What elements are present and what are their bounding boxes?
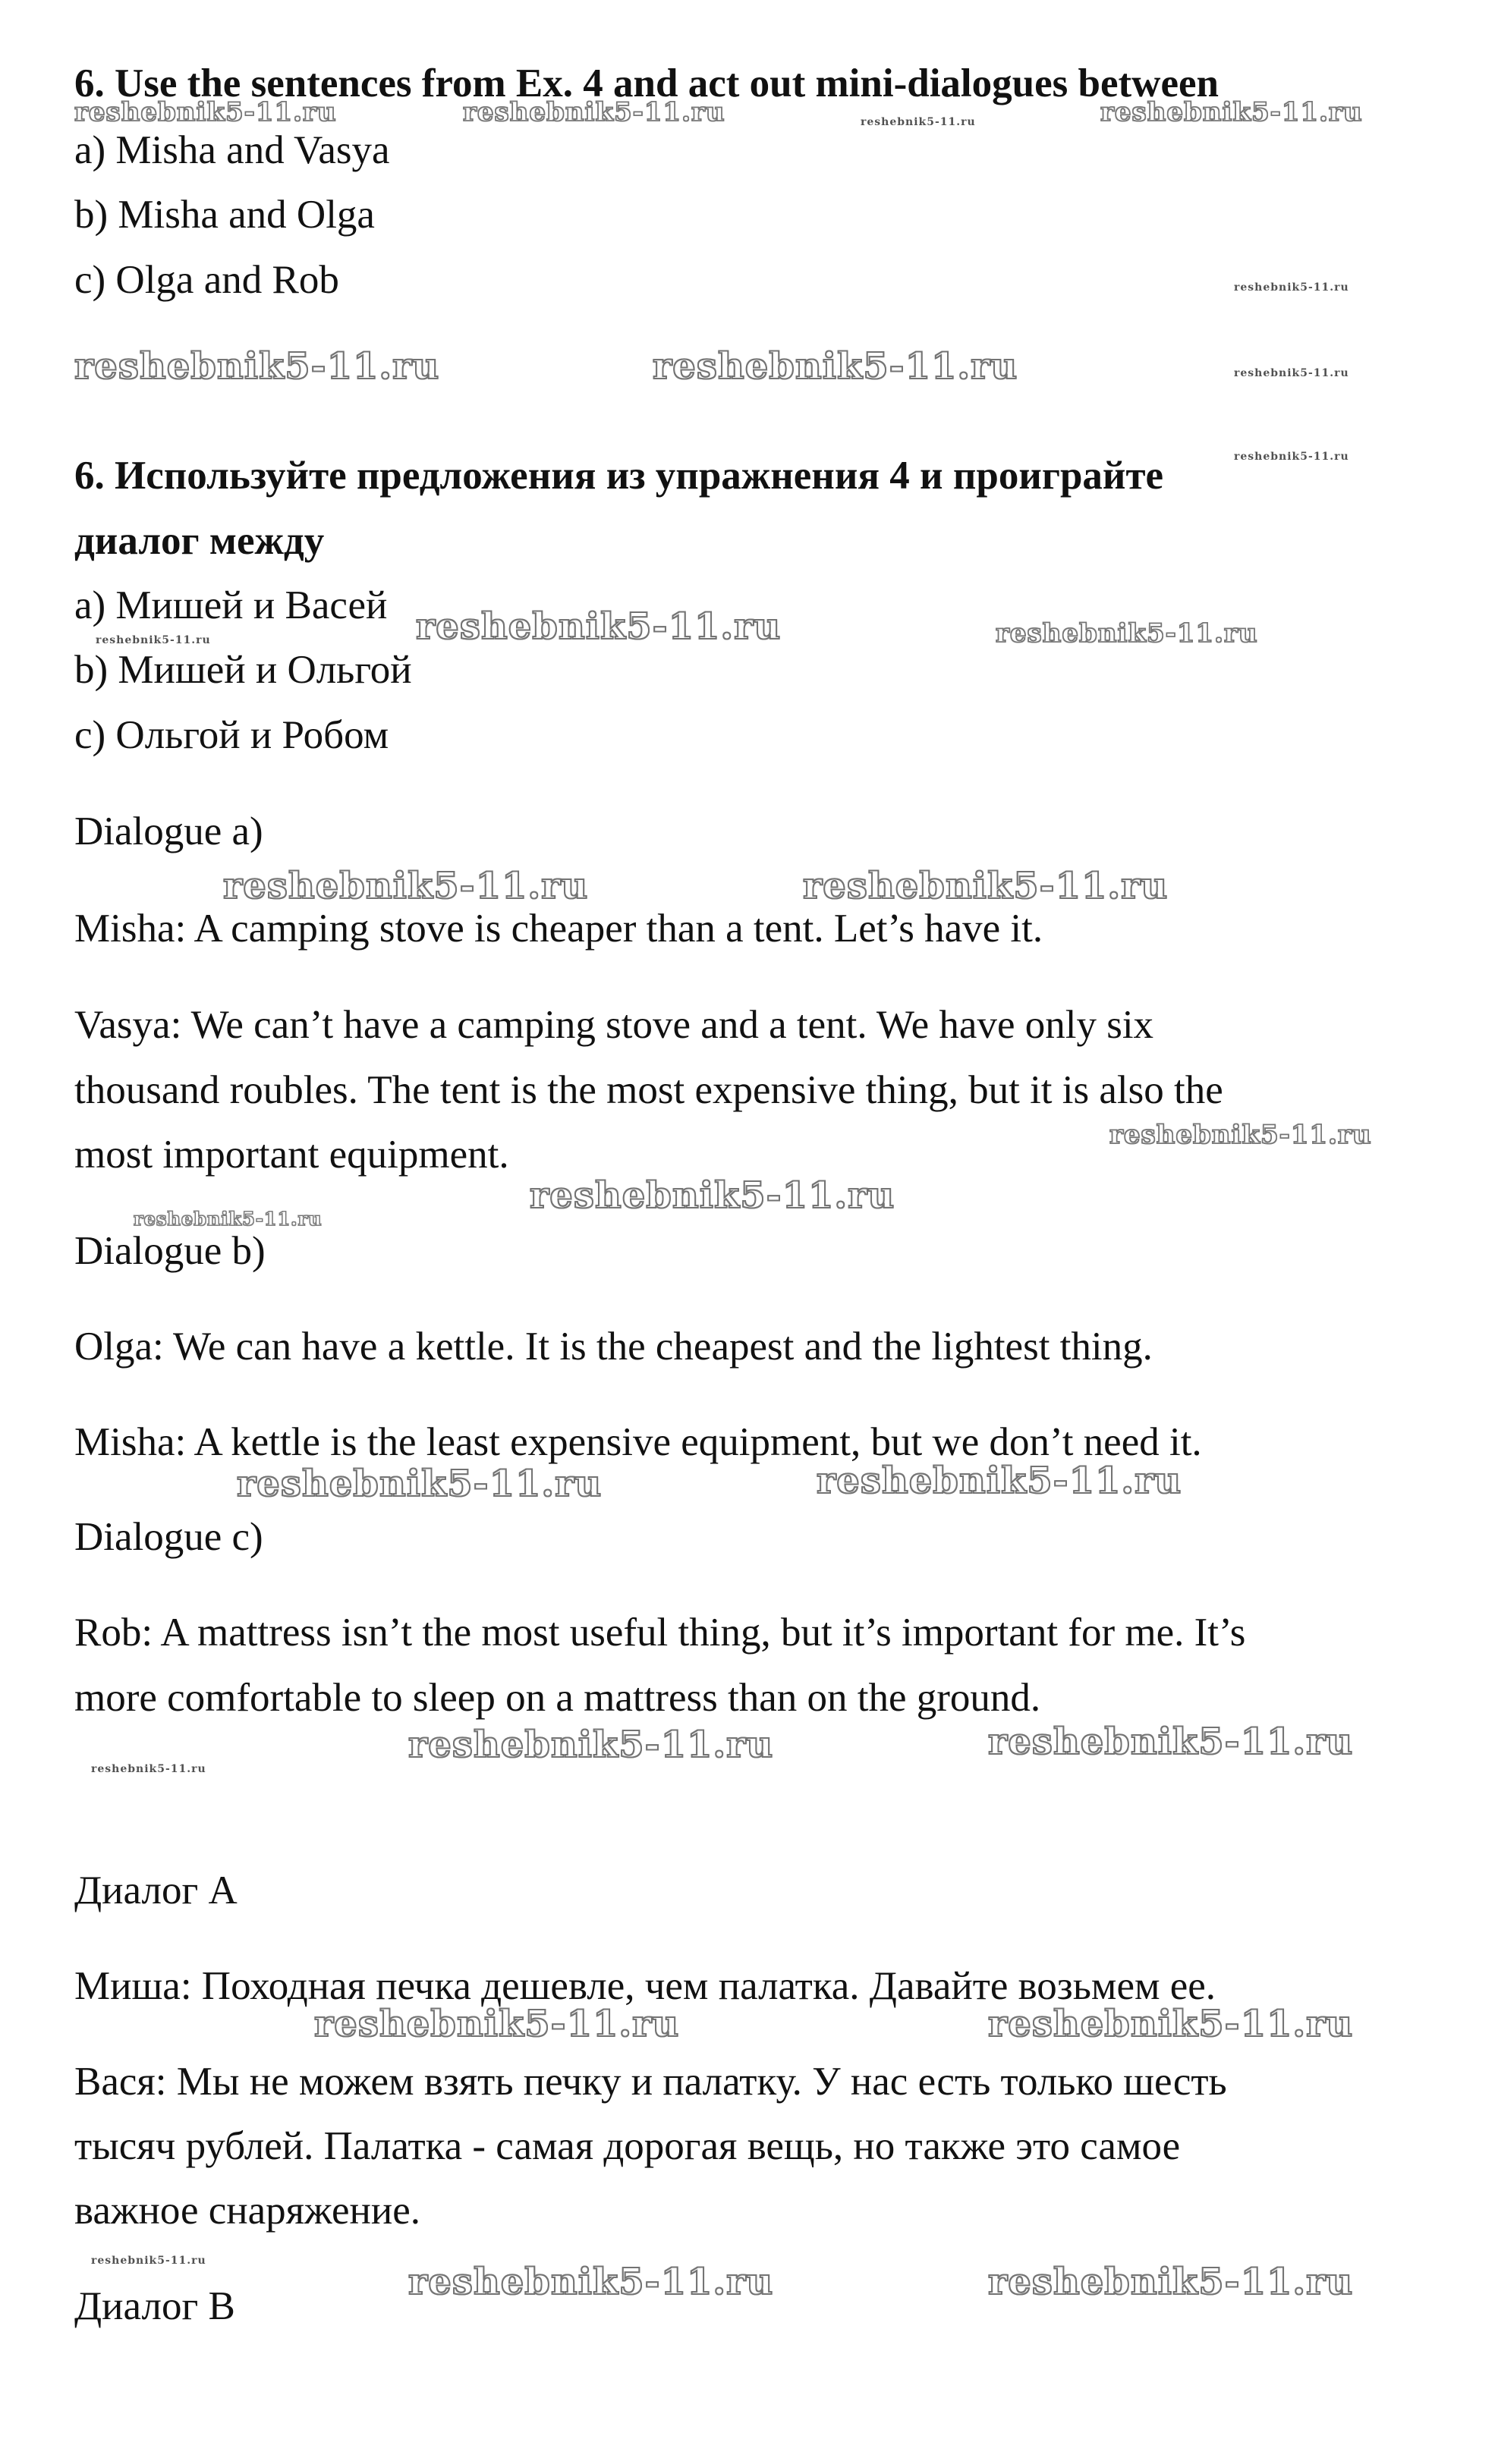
task-option-b-ru: b) Мишей и Ольгой bbox=[74, 648, 412, 692]
watermark: reshebnik5-11.ru bbox=[988, 1721, 1354, 1763]
task-heading-en: 6. Use the sentences from Ex. 4 and act out mini-dialogues between bbox=[74, 61, 1219, 105]
dialogue-ru-a-misha-line: Миша: Походная печка дешевле, чем палатка. Давайте возьмем ее. bbox=[74, 1964, 1216, 2008]
watermark: reshebnik5-11.ru bbox=[1234, 367, 1349, 379]
dialogue-a-vasya-line-1: Vasya: We can’t have a camping stove and a tent. We have only six bbox=[74, 1003, 1154, 1047]
task-option-c-ru: c) Ольгой и Робом bbox=[74, 713, 389, 757]
watermark: reshebnik5-11.ru bbox=[1234, 281, 1349, 294]
watermark: reshebnik5-11.ru bbox=[74, 345, 440, 388]
dialogue-c-rob-line-1: Rob: A mattress isn’t the most useful thing, but it’s important for me. It’s bbox=[74, 1611, 1246, 1655]
watermark: reshebnik5-11.ru bbox=[408, 2261, 774, 2303]
task-option-a-ru: a) Мишей и Васей bbox=[74, 583, 388, 627]
watermark: reshebnik5-11.ru bbox=[463, 97, 725, 127]
watermark: reshebnik5-11.ru bbox=[817, 1460, 1182, 1502]
watermark: reshebnik5-11.ru bbox=[134, 1208, 323, 1230]
watermark: reshebnik5-11.ru bbox=[1109, 1120, 1372, 1150]
dialogue-b-title: Dialogue b) bbox=[74, 1229, 266, 1273]
task-option-c-en: c) Olga and Rob bbox=[74, 258, 339, 302]
watermark: reshebnik5-11.ru bbox=[1100, 97, 1363, 127]
watermark: reshebnik5-11.ru bbox=[988, 2003, 1354, 2045]
dialogue-b-olga-line: Olga: We can have a kettle. It is the cheapest and the lightest thing. bbox=[74, 1325, 1153, 1369]
watermark: reshebnik5-11.ru bbox=[996, 618, 1258, 649]
watermark: reshebnik5-11.ru bbox=[988, 2261, 1354, 2303]
dialogue-ru-b-title: Диалог В bbox=[74, 2284, 235, 2328]
watermark: reshebnik5-11.ru bbox=[74, 97, 337, 127]
dialogue-ru-a-vasya-line-1: Вася: Мы не можем взять печку и палатку. У нас есть только шесть bbox=[74, 2060, 1227, 2104]
watermark: reshebnik5-11.ru bbox=[803, 865, 1169, 907]
dialogue-a-title: Dialogue a) bbox=[74, 809, 263, 853]
watermark: reshebnik5-11.ru bbox=[416, 605, 782, 648]
dialogue-c-rob-line-2: more comfortable to sleep on a mattress than on the ground. bbox=[74, 1676, 1041, 1720]
watermark: reshebnik5-11.ru bbox=[1234, 451, 1349, 463]
dialogue-a-vasya-line-2: thousand roubles. The tent is the most expensive thing, but it is also the bbox=[74, 1068, 1223, 1112]
dialogue-a-misha-line: Misha: A camping stove is cheaper than a tent. Let’s have it. bbox=[74, 907, 1043, 951]
task-heading-ru-line2: диалог между bbox=[74, 519, 325, 563]
dialogue-ru-a-vasya-line-3: важное снаряжение. bbox=[74, 2189, 420, 2233]
dialogue-c-title: Dialogue c) bbox=[74, 1515, 263, 1559]
dialogue-ru-a-title: Диалог А bbox=[74, 1868, 238, 1912]
watermark: reshebnik5-11.ru bbox=[530, 1174, 895, 1217]
watermark: reshebnik5-11.ru bbox=[314, 2003, 680, 2045]
watermark: reshebnik5-11.ru bbox=[223, 865, 589, 907]
watermark: reshebnik5-11.ru bbox=[91, 2255, 206, 2267]
dialogue-a-vasya-line-3: most important equipment. bbox=[74, 1133, 509, 1177]
task-option-b-en: b) Misha and Olga bbox=[74, 193, 375, 237]
watermark: reshebnik5-11.ru bbox=[96, 634, 211, 646]
watermark: reshebnik5-11.ru bbox=[861, 116, 976, 128]
dialogue-b-misha-line: Misha: A kettle is the least expensive equipment, but we don’t need it. bbox=[74, 1420, 1202, 1464]
task-heading-ru-line1: 6. Используйте предложения из упражнения 4 и проиграйте bbox=[74, 454, 1164, 498]
watermark: reshebnik5-11.ru bbox=[91, 1763, 206, 1775]
dialogue-ru-a-vasya-line-2: тысяч рублей. Палатка - самая дорогая вещь, но также это самое bbox=[74, 2124, 1181, 2168]
watermark: reshebnik5-11.ru bbox=[653, 345, 1018, 388]
task-option-a-en: a) Misha and Vasya bbox=[74, 128, 390, 172]
watermark: reshebnik5-11.ru bbox=[408, 1724, 774, 1766]
watermark: reshebnik5-11.ru bbox=[237, 1463, 603, 1505]
